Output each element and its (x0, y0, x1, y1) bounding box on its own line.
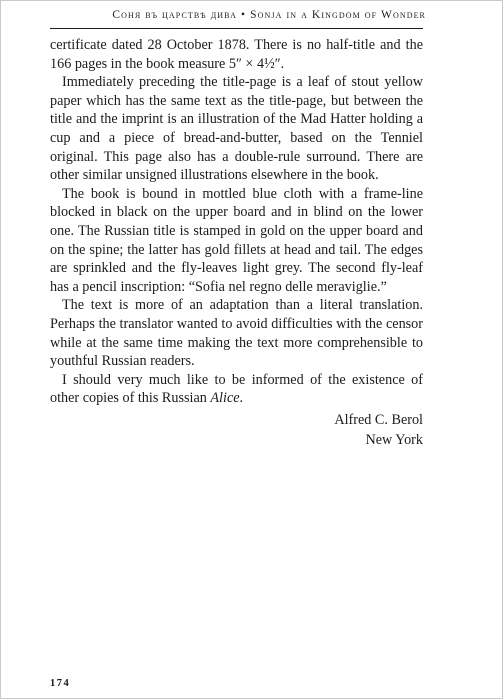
signature-name: Alfred C. Berol (334, 411, 423, 428)
running-head-rule (50, 28, 423, 29)
page-number: 174 (50, 678, 71, 689)
signature-block (50, 410, 423, 450)
running-head-english-title: Sonja in a Kingdom of Wonder (250, 9, 426, 21)
paragraph-5-italic-title: Alice (210, 390, 240, 407)
paragraph-5 (50, 371, 423, 408)
running-head-separator: • (241, 9, 247, 21)
paragraph-3: The book is bound in mottled blue cloth with a frame-line blocked in black on the upper board and in blind on the lower one. The Russian title is stamped in gold on the upper board and on the spine; the latter has gold fillets at head and tail. The edges are sprinkled and the fly-leaves light grey. The second fly-leaf has a pencil inscription: “Sofia nel regno delle meraviglie.” (50, 185, 423, 295)
body-text (50, 36, 423, 450)
paragraph-4: The text is more of an adaptation than a literal translation. Perhaps the translator wanted to avoid difficulties with the censor while at the same time making the text more comprehensible to youthful Russian readers. (50, 297, 423, 370)
paragraph-5-text: I should very much like to be informed of the existence of other copies of this Russian (50, 371, 423, 407)
paragraph-5-end: . (239, 390, 244, 407)
signature-place: New York (365, 431, 423, 448)
running-head-cyrillic-title: Соня въ царствѣ дива (112, 9, 237, 21)
paragraph-2: Immediately preceding the title-page is a leaf of stout yellow paper which has the same text as the title-page, but between the title and the imprint is an illustration of the Mad Hatter holding a cup and a piece of bread-and-butter, based on the Tenniel original. This page also has a double-rule surround. There are other similar unsigned illustrations elsewhere in the book. (50, 74, 423, 184)
running-head (50, 9, 426, 21)
paragraph-1: certificate dated 28 October 1878. There is no half-title and the 166 pages in the book measure 5″ × 4½″. (50, 37, 423, 72)
